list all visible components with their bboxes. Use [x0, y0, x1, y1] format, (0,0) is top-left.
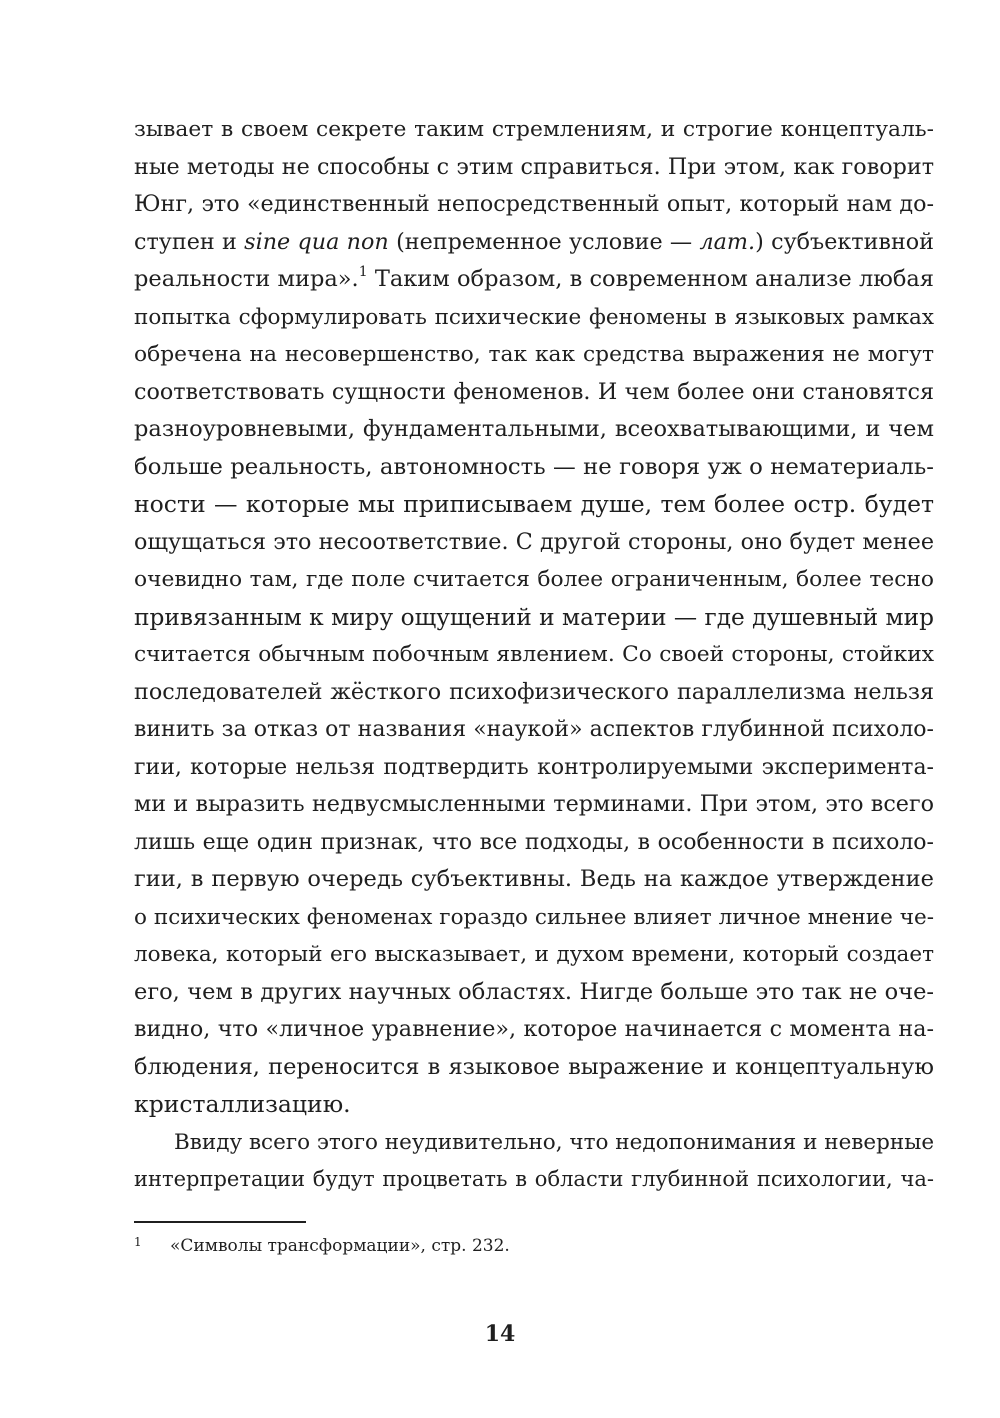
- text-line: [134, 224, 934, 262]
- footnote-divider: [134, 1221, 306, 1223]
- text-line: ми и выразить недвусмысленными терминами. При этом, это всего: [134, 791, 934, 817]
- text-line: его, чем в других научных областях. Нигде больше это так не оче-: [134, 978, 934, 1005]
- text-line: привязанным к миру ощущений и материи — где душевный мир: [134, 603, 934, 631]
- footnote: [134, 1234, 510, 1258]
- footnote-number: 1: [134, 1235, 142, 1249]
- text-line: больше реальность, автономность — не говоря уж о нематериаль-: [134, 453, 934, 480]
- text-line: [134, 261, 934, 299]
- text-segment: ступен и: [134, 228, 245, 255]
- text-line: ные методы не способны с этим справиться. При этом, как говорит: [134, 153, 934, 180]
- text-line: разноуровневыми, фундаментальными, всеохватывающими, и чем: [134, 416, 934, 442]
- paragraph-end-line: кристаллизацию.: [134, 1090, 351, 1118]
- text-line: винить за отказ от названия «наукой» аспектов глубинной психоло-: [134, 717, 934, 742]
- text-line: Юнг, это «единственный непосредственный опыт, который нам до-: [134, 191, 934, 217]
- text-line: очевидно там, где поле считается более ограниченным, более тесно: [134, 567, 934, 592]
- text-segment: реальности мира».: [134, 266, 359, 292]
- text-line: ловека, который его высказывает, и духом времени, который создает: [134, 942, 934, 967]
- paragraph-first-line: Ввиду всего этого неудивительно, что недопонимания и неверные: [174, 1129, 935, 1155]
- footnote-reference: 1: [358, 264, 368, 280]
- text-segment: (непременное условие —: [388, 228, 700, 255]
- latin-phrase: sine qua non: [244, 228, 389, 255]
- text-line: блюдения, переносится в языковое выражение и концептуальную: [134, 1053, 934, 1080]
- language-note: лат.: [699, 228, 756, 255]
- page-number: 14: [484, 1321, 516, 1347]
- text-line: обречена на несовершенство, так как средства выражения не могут: [134, 342, 934, 367]
- text-line: соответствовать сущности феноменов. И чем более они становятся: [134, 378, 934, 405]
- text-line: лишь еще один признак, что все подходы, в особенности в психоло-: [134, 829, 934, 855]
- text-line: интерпретации будут процветать в области глубинной психологии, ча-: [134, 1167, 934, 1191]
- text-line: ощущаться это несоответствие. С другой стороны, оно будет менее: [134, 528, 934, 555]
- text-line: последователей жёсткого психофизического параллелизма нельзя: [134, 678, 934, 705]
- text-segment: Таким образом, в современном анализе любая: [367, 266, 934, 292]
- text-line: попытка сформулировать психические феномены в языковых рамках: [134, 304, 934, 330]
- body-text: [134, 111, 934, 1199]
- text-line: видно, что «личное уравнение», которое начинается с момента на-: [134, 1016, 934, 1042]
- footnote-text: «Символы трансформации», стр. 232.: [170, 1236, 510, 1256]
- text-line: зывает в своем секрете таким стремлениям, и строгие концептуаль-: [134, 117, 934, 142]
- text-segment: ) субъективной: [755, 228, 935, 255]
- text-line: гии, в первую очередь субъективны. Ведь на каждое утверждение: [134, 866, 934, 892]
- text-line: ности — которые мы приписываем душе, тем более остр. будет: [134, 490, 934, 518]
- text-line: о психических феноменах гораздо сильнее влияет личное мнение че-: [134, 904, 934, 930]
- text-line: считается обычным побочным явлением. Со своей стороны, стойких: [134, 642, 934, 667]
- text-line: гии, которые нельзя подтвердить контролируемыми эксперимента-: [134, 754, 934, 780]
